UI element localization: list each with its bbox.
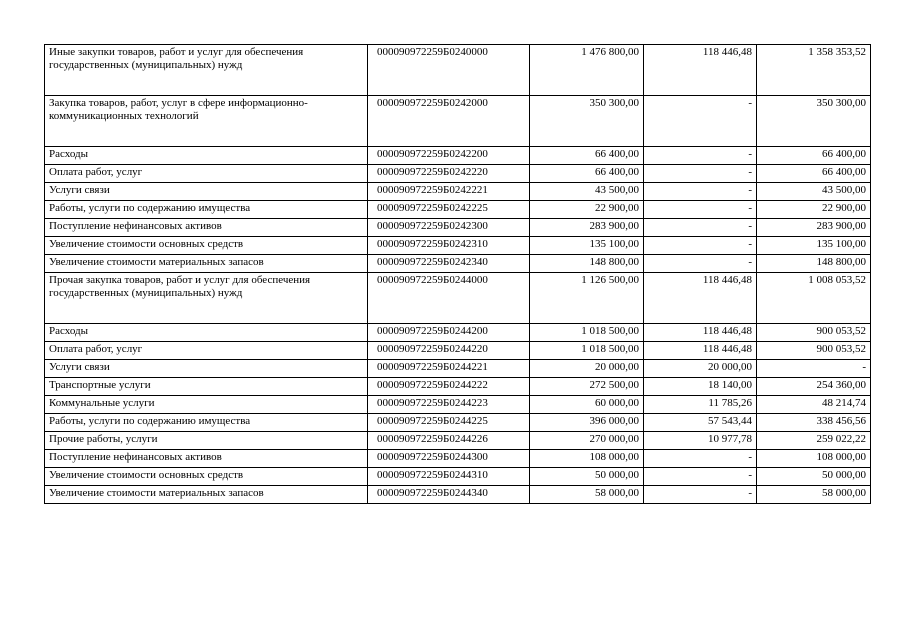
row-remaining-cell: 135 100,00 — [757, 237, 871, 255]
table-row — [45, 468, 871, 486]
row-executed-cell: - — [644, 219, 757, 237]
row-name-cell: Транспортные услуги — [45, 378, 368, 396]
row-name-cell: Закупка товаров, работ, услуг в сфере информационно-коммуникационных технологий — [45, 96, 368, 147]
table-row — [45, 360, 871, 378]
row-approved-cell: 60 000,00 — [530, 396, 644, 414]
row-remaining-cell: 900 053,52 — [757, 342, 871, 360]
row-name-cell: Оплата работ, услуг — [45, 342, 368, 360]
row-approved-cell: 1 126 500,00 — [530, 273, 644, 324]
row-name-cell: Расходы — [45, 147, 368, 165]
row-executed-cell: 118 446,48 — [644, 324, 757, 342]
row-remaining-cell: 900 053,52 — [757, 324, 871, 342]
row-remaining-cell: 283 900,00 — [757, 219, 871, 237]
row-code-cell: 000090972259Б0242221 — [368, 183, 530, 201]
row-remaining-cell: 1 358 353,52 — [757, 45, 871, 96]
row-name-cell: Услуги связи — [45, 360, 368, 378]
row-remaining-cell: 108 000,00 — [757, 450, 871, 468]
row-approved-cell: 350 300,00 — [530, 96, 644, 147]
row-remaining-cell: 1 008 053,52 — [757, 273, 871, 324]
row-remaining-cell: 350 300,00 — [757, 96, 871, 147]
row-remaining-cell: 58 000,00 — [757, 486, 871, 504]
row-approved-cell: 148 800,00 — [530, 255, 644, 273]
row-name-cell: Работы, услуги по содержанию имущества — [45, 414, 368, 432]
row-code-cell: 000090972259Б0244223 — [368, 396, 530, 414]
row-code-cell: 000090972259Б0242300 — [368, 219, 530, 237]
table-row — [45, 414, 871, 432]
row-approved-cell: 135 100,00 — [530, 237, 644, 255]
table-row — [45, 45, 871, 96]
table-row — [45, 96, 871, 147]
row-name-cell: Поступление нефинансовых активов — [45, 450, 368, 468]
table-row — [45, 255, 871, 273]
row-name-cell: Оплата работ, услуг — [45, 165, 368, 183]
table-row — [45, 201, 871, 219]
table-row — [45, 183, 871, 201]
table-row — [45, 450, 871, 468]
row-code-cell: 000090972259Б0242000 — [368, 96, 530, 147]
table-row — [45, 486, 871, 504]
row-name-cell: Увеличение стоимости основных средств — [45, 468, 368, 486]
row-code-cell: 000090972259Б0244221 — [368, 360, 530, 378]
row-executed-cell: 118 446,48 — [644, 45, 757, 96]
row-executed-cell: 20 000,00 — [644, 360, 757, 378]
row-approved-cell: 66 400,00 — [530, 147, 644, 165]
row-remaining-cell: 66 400,00 — [757, 165, 871, 183]
row-code-cell: 000090972259Б0244225 — [368, 414, 530, 432]
row-name-cell: Работы, услуги по содержанию имущества — [45, 201, 368, 219]
budget-execution-table — [44, 44, 871, 504]
row-approved-cell: 66 400,00 — [530, 165, 644, 183]
row-executed-cell: 57 543,44 — [644, 414, 757, 432]
row-remaining-cell: 22 900,00 — [757, 201, 871, 219]
row-executed-cell: 11 785,26 — [644, 396, 757, 414]
table-row — [45, 273, 871, 324]
row-remaining-cell: 338 456,56 — [757, 414, 871, 432]
row-executed-cell: - — [644, 183, 757, 201]
row-executed-cell: 118 446,48 — [644, 273, 757, 324]
row-code-cell: 000090972259Б0240000 — [368, 45, 530, 96]
row-executed-cell: - — [644, 147, 757, 165]
row-approved-cell: 283 900,00 — [530, 219, 644, 237]
row-approved-cell: 1 476 800,00 — [530, 45, 644, 96]
table-row — [45, 237, 871, 255]
row-executed-cell: - — [644, 201, 757, 219]
row-approved-cell: 1 018 500,00 — [530, 324, 644, 342]
row-remaining-cell: 259 022,22 — [757, 432, 871, 450]
row-remaining-cell: 43 500,00 — [757, 183, 871, 201]
row-remaining-cell: 254 360,00 — [757, 378, 871, 396]
row-code-cell: 000090972259Б0244300 — [368, 450, 530, 468]
row-executed-cell: - — [644, 237, 757, 255]
row-code-cell: 000090972259Б0244222 — [368, 378, 530, 396]
row-code-cell: 000090972259Б0242340 — [368, 255, 530, 273]
row-name-cell: Расходы — [45, 324, 368, 342]
row-executed-cell: 118 446,48 — [644, 342, 757, 360]
row-approved-cell: 272 500,00 — [530, 378, 644, 396]
row-code-cell: 000090972259Б0242310 — [368, 237, 530, 255]
row-executed-cell: 18 140,00 — [644, 378, 757, 396]
row-code-cell: 000090972259Б0244000 — [368, 273, 530, 324]
row-code-cell: 000090972259Б0244200 — [368, 324, 530, 342]
row-executed-cell: - — [644, 450, 757, 468]
table-row — [45, 396, 871, 414]
row-code-cell: 000090972259Б0242200 — [368, 147, 530, 165]
table-row — [45, 432, 871, 450]
table-row — [45, 147, 871, 165]
table-row — [45, 219, 871, 237]
row-approved-cell: 22 900,00 — [530, 201, 644, 219]
row-code-cell: 000090972259Б0244340 — [368, 486, 530, 504]
row-executed-cell: - — [644, 96, 757, 147]
table-row — [45, 342, 871, 360]
row-remaining-cell: 50 000,00 — [757, 468, 871, 486]
table-row — [45, 165, 871, 183]
row-name-cell: Поступление нефинансовых активов — [45, 219, 368, 237]
row-executed-cell: 10 977,78 — [644, 432, 757, 450]
row-name-cell: Иные закупки товаров, работ и услуг для обеспечения государственных (муниципальных) нужд — [45, 45, 368, 96]
row-name-cell: Прочая закупка товаров, работ и услуг для обеспечения государственных (муниципальных) нужд — [45, 273, 368, 324]
row-name-cell: Коммунальные услуги — [45, 396, 368, 414]
row-remaining-cell: 148 800,00 — [757, 255, 871, 273]
row-code-cell: 000090972259Б0244226 — [368, 432, 530, 450]
row-code-cell: 000090972259Б0244220 — [368, 342, 530, 360]
row-approved-cell: 43 500,00 — [530, 183, 644, 201]
document-page — [44, 44, 870, 504]
row-approved-cell: 396 000,00 — [530, 414, 644, 432]
row-approved-cell: 20 000,00 — [530, 360, 644, 378]
row-approved-cell: 1 018 500,00 — [530, 342, 644, 360]
row-name-cell: Прочие работы, услуги — [45, 432, 368, 450]
table-row — [45, 324, 871, 342]
row-name-cell: Услуги связи — [45, 183, 368, 201]
row-code-cell: 000090972259Б0244310 — [368, 468, 530, 486]
table-body — [45, 45, 871, 504]
row-approved-cell: 50 000,00 — [530, 468, 644, 486]
row-remaining-cell: 48 214,74 — [757, 396, 871, 414]
row-executed-cell: - — [644, 255, 757, 273]
row-approved-cell: 108 000,00 — [530, 450, 644, 468]
row-remaining-cell: 66 400,00 — [757, 147, 871, 165]
row-executed-cell: - — [644, 165, 757, 183]
row-name-cell: Увеличение стоимости основных средств — [45, 237, 368, 255]
row-remaining-cell: - — [757, 360, 871, 378]
row-code-cell: 000090972259Б0242220 — [368, 165, 530, 183]
row-approved-cell: 58 000,00 — [530, 486, 644, 504]
table-row — [45, 378, 871, 396]
row-executed-cell: - — [644, 486, 757, 504]
row-name-cell: Увеличение стоимости материальных запасов — [45, 255, 368, 273]
row-code-cell: 000090972259Б0242225 — [368, 201, 530, 219]
row-approved-cell: 270 000,00 — [530, 432, 644, 450]
row-name-cell: Увеличение стоимости материальных запасов — [45, 486, 368, 504]
row-executed-cell: - — [644, 468, 757, 486]
